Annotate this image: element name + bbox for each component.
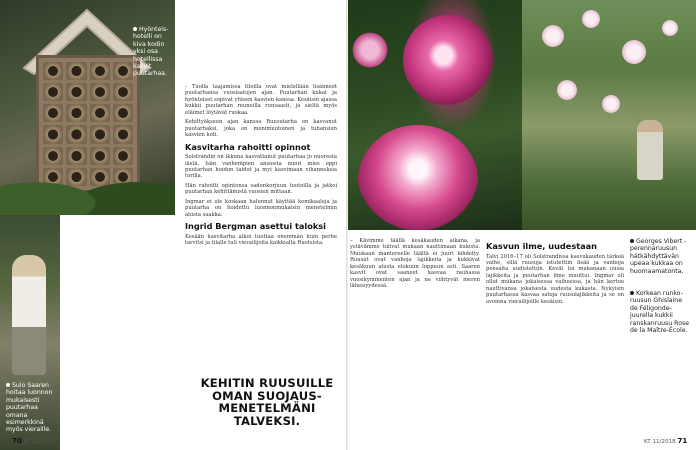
- bullet-icon: [133, 27, 137, 31]
- paragraph: Talvi 2016–17 oli Solstrandissa kasvukauden tärkeä vaihe, sillä ruusuja istutettiin lisää ja vanhoja pensaita uudistettiin. Kevät toi mukanaan uusia lajikkeita ja puutarhan ilme muuttui. Ingmar oli ollut mukana jokaisessa vaiheessa, ja hän kertoo nauttivansa jokaisesta uudesta kukasta. Nykyisin puutarhassa kasvaa satoja ruusulajikkeita ja se on avoinna vierailijoille kesäisin.: [486, 253, 624, 305]
- bullet-icon: [6, 383, 10, 387]
- paragraph: Kesään kasvitarha alkoi tuottaa enemmän kuin perhe tarvitsi ja tilalle tuli vierailijoita kaikkialta Ruotsista.: [185, 233, 337, 247]
- right-text-column-1: [350, 238, 480, 293]
- caption-rose-variety: Georges Vibert -perennaruusun hätkähdyttävän upeaa kukkaa on huomaamatonta.: [630, 238, 687, 275]
- rose-garden-photo: [522, 0, 696, 230]
- caption-man: Sulo Saaren hoitaa luonnon mukaisesti puutarhaa omana esimerkkinä myös vieraille.: [6, 382, 53, 434]
- subheading: Kasvun ilme, uudestaan: [486, 241, 597, 251]
- paragraph: Solstrandin on ikkuna kasvattanut puutarhaa jo nuoresta iästä. Isän vanhempien ansiosta nuori mies oppi puutarhan hoidon taidot ja myi kasvimaan vihanneksia torilla.: [185, 154, 337, 180]
- gardener-figure: [637, 120, 663, 180]
- paragraph: Hän rahoitti opintonsa sadonkorjuun tuotoilla ja jatkoi puutarhan kehittämistä vuosien mittaan.: [185, 182, 337, 196]
- bullet-icon: [630, 291, 634, 295]
- paragraph: Ingmar ei ole koskaan halunnut käyttää kemikaaleja ja puutarha on hoidettu luonnonmukaisin menetelmin alusta saakka.: [185, 198, 337, 218]
- subheading: Ingrid Bergman asettui taloksi: [185, 221, 326, 232]
- left-page: [0, 0, 346, 450]
- caption-rose-korkean: Korkean runko-ruusun Ghislaine de Féligonde-juurella kukkii ranskanruusu Rose de la Maître-École.: [630, 290, 690, 335]
- folio-left: 70 KT 11/2018: [12, 437, 56, 445]
- paragraph: – Tuolla taajamissa tiloilla ovat mielellään lisänneet puutarhansa vuosisatojen ajan. Puutarhan kukat ja hyönteiset sopivat yhteen kasvien kanssa. Kesäisin ajassa kukkii puutarhan reunoilla runsaasti, ja sieltä myös eläimet löytävät ruokaa.: [185, 84, 337, 116]
- left-text-column: [185, 84, 337, 250]
- subheading: Kasvitarha rahoitti opinnot: [185, 141, 311, 152]
- rose-photo: [348, 0, 522, 230]
- pull-quote: KEHITIN RUUSUILLE OMAN SUOJAUS-MENETELMÄNI TALVEKSI.: [200, 376, 334, 428]
- caption-hotel: Hyönteishotelli on kiva kodin yksi osa hotellissa kasvit puutarhaa.: [133, 26, 169, 78]
- folio-right: KT 11/2018 71: [644, 437, 688, 445]
- right-page: [348, 0, 696, 450]
- paragraph: Kehittyäkseen ajan kanssa Ruusutarha on kasvanut puutarhaksi, joka on monimuotoinen ja tuhansien kasvien koti.: [185, 119, 337, 139]
- right-text-column-2: [486, 238, 624, 308]
- paragraph: – Kävimme täällä kesäkauden aikana, ja ystävämme tulivat mukaan nauttimaan kukista. Muukaan mantereelle täältä ei juuri lähdetty. Ruusut ovat vanhoja lajikkeita ja kukkivat kesäkuun alusta elokuun loppuun asti. Saaren kasvit ovat saaneet kasvaa rauhassa vuosikymmenten ajan ja ne viihtyvät meren läheisyydessä.: [350, 238, 480, 290]
- bullet-icon: [630, 239, 634, 243]
